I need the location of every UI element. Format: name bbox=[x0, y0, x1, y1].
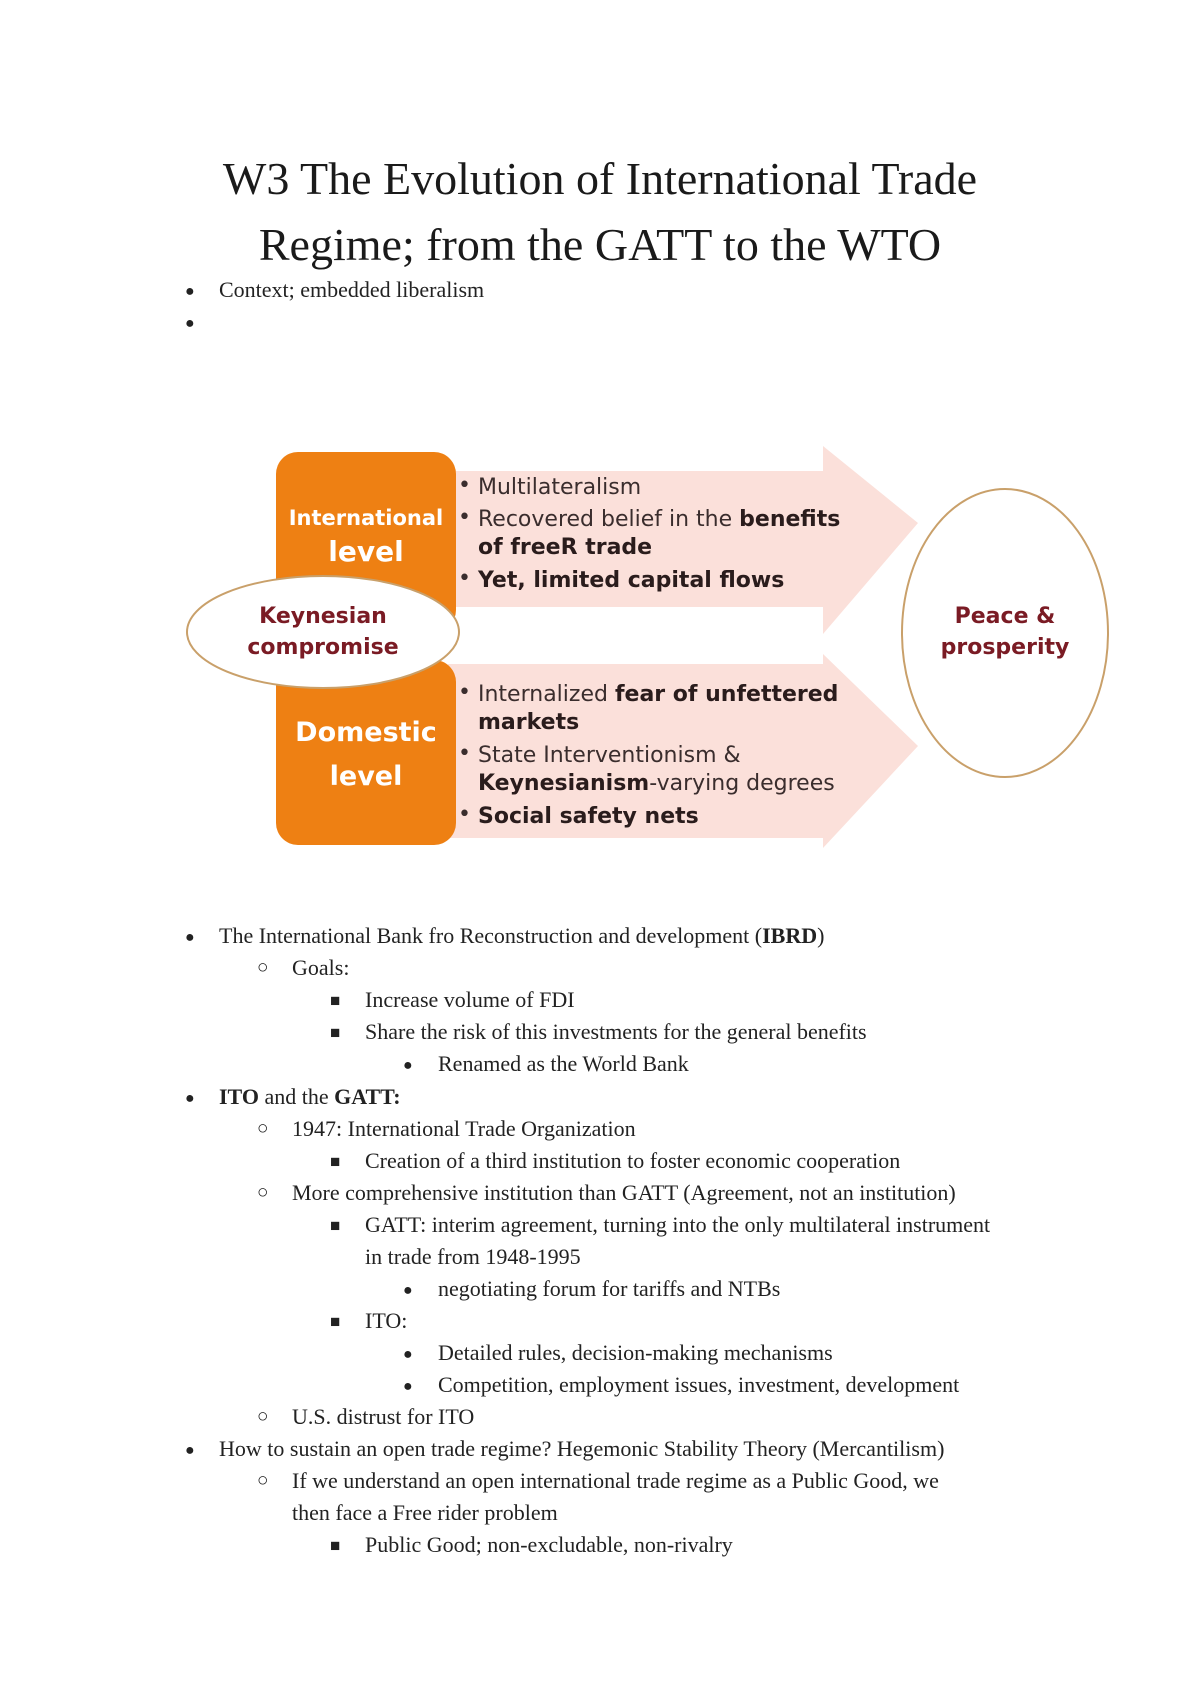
ito-label-item: ITO: bbox=[365, 1308, 408, 1333]
bullet-circle-icon: ○ bbox=[257, 957, 269, 978]
diagram-bullet-icon: • bbox=[458, 473, 471, 498]
embedded-liberalism-diagram bbox=[0, 440, 1200, 860]
bullet-square-icon: ■ bbox=[330, 1152, 341, 1171]
bullet-disc-icon: ● bbox=[185, 283, 195, 300]
diagram-bullet-icon: • bbox=[458, 802, 471, 827]
ito-acronym: ITO bbox=[219, 1084, 259, 1109]
title-line-1: W3 The Evolution of International Trade bbox=[222, 153, 978, 204]
bottom-item-fear bbox=[478, 680, 838, 709]
creation-item: Creation of a third institution to foster economic cooperation bbox=[365, 1148, 901, 1173]
keynesianism-text: Keynesianism bbox=[478, 771, 650, 796]
bullet-circle-icon: ○ bbox=[257, 1182, 269, 1203]
bullet-disc-icon: ● bbox=[403, 1282, 413, 1299]
international-label-line1: International bbox=[288, 506, 444, 530]
international-level-label bbox=[280, 504, 452, 572]
domestic-label-line1: Domestic bbox=[295, 717, 437, 748]
comprehensive-item: More comprehensive institution than GATT (Agreement, not an institution) bbox=[292, 1180, 956, 1205]
detailed-rules-item: Detailed rules, decision-making mechanisms bbox=[438, 1340, 833, 1365]
varying-text: -varying degrees bbox=[649, 771, 835, 796]
competition-item: Competition, employment issues, investment, development bbox=[438, 1372, 960, 1397]
bullet-disc-icon: ● bbox=[403, 1057, 413, 1074]
top-item-belief-cont bbox=[478, 533, 652, 562]
international-label-line2: level bbox=[328, 535, 404, 568]
goals-item: Goals: bbox=[292, 955, 350, 980]
top-item-multilateralism: Multilateralism bbox=[478, 475, 642, 500]
page-title bbox=[100, 146, 1100, 278]
ibrd-acronym: IBRD bbox=[762, 923, 818, 948]
goal-fdi-item: Increase volume of FDI bbox=[365, 987, 575, 1012]
bullet-square-icon: ■ bbox=[330, 1312, 341, 1331]
freer-trade-text: of freeR trade bbox=[478, 535, 653, 560]
peace-line2: prosperity bbox=[940, 635, 1070, 660]
domestic-level-label bbox=[280, 710, 452, 798]
public-good-definition: Public Good; non-excludable, non-rivalry bbox=[365, 1532, 733, 1557]
belief-text: Recovered belief in the bbox=[478, 507, 740, 532]
keynesian-line1: Keynesian bbox=[259, 604, 387, 629]
public-good-cont: then face a Free rider problem bbox=[292, 1500, 558, 1525]
bullet-circle-icon: ○ bbox=[257, 1118, 269, 1139]
fear-text: fear of unfettered bbox=[614, 682, 839, 707]
bottom-item-state: State Interventionism & bbox=[478, 743, 741, 768]
peace-prosperity-label bbox=[925, 601, 1085, 663]
diagram-bullet-icon: • bbox=[458, 680, 471, 705]
bottom-item-safety bbox=[478, 802, 699, 831]
peace-line1: Peace & bbox=[954, 604, 1056, 629]
ito-1947-item: 1947: International Trade Organization bbox=[292, 1116, 636, 1141]
bullet-circle-icon: ○ bbox=[257, 1406, 269, 1427]
bullet-square-icon: ■ bbox=[330, 991, 341, 1010]
ito-gatt-item bbox=[219, 1082, 401, 1112]
bullet-circle-icon: ○ bbox=[257, 1470, 269, 1491]
safety-nets-text: Social safety nets bbox=[478, 804, 699, 829]
capital-flows-text: Yet, limited capital flows bbox=[478, 568, 785, 593]
bullet-disc-icon: ● bbox=[185, 1442, 195, 1459]
ibrd-item bbox=[219, 921, 824, 951]
bullet-disc-icon: ● bbox=[403, 1378, 413, 1395]
us-distrust-item: U.S. distrust for ITO bbox=[292, 1404, 475, 1429]
bullet-disc-icon: ● bbox=[403, 1346, 413, 1363]
context-item: Context; embedded liberalism bbox=[219, 277, 485, 302]
ibrd-text: The International Bank fro Reconstruction and development ( bbox=[219, 923, 763, 948]
internalized-text: Internalized bbox=[478, 682, 615, 707]
bullet-square-icon: ■ bbox=[330, 1216, 341, 1235]
and-the-text: and the bbox=[258, 1084, 335, 1109]
negotiating-item: negotiating forum for tariffs and NTBs bbox=[438, 1276, 781, 1301]
gatt-interim-cont: in trade from 1948-1995 bbox=[365, 1244, 581, 1269]
goal-risk-item: Share the risk of this investments for the general benefits bbox=[365, 1019, 867, 1044]
bullet-disc-icon: ● bbox=[185, 315, 195, 332]
diagram-bullet-icon: • bbox=[458, 741, 471, 766]
top-item-capital bbox=[478, 566, 784, 595]
markets-text: markets bbox=[478, 710, 580, 735]
bottom-item-fear-cont bbox=[478, 708, 579, 737]
domestic-label-line2: level bbox=[329, 761, 403, 792]
title-line-2: Regime; from the GATT to the WTO bbox=[258, 219, 942, 270]
gatt-acronym: GATT: bbox=[334, 1084, 401, 1109]
bullet-disc-icon: ● bbox=[185, 1090, 195, 1107]
top-item-belief bbox=[478, 505, 840, 534]
benefits-text: benefits bbox=[739, 507, 841, 532]
keynesian-compromise-label bbox=[215, 601, 431, 663]
gatt-interim-item: GATT: interim agreement, turning into the only multilateral instrument bbox=[365, 1212, 991, 1237]
bullet-square-icon: ■ bbox=[330, 1023, 341, 1042]
bullet-square-icon: ■ bbox=[330, 1536, 341, 1555]
keynesian-line2: compromise bbox=[247, 635, 399, 660]
public-good-item: If we understand an open international trade regime as a Public Good, we bbox=[292, 1468, 939, 1493]
diagram-bullet-icon: • bbox=[458, 566, 471, 591]
hegemonic-item: How to sustain an open trade regime? Hegemonic Stability Theory (Mercantilism) bbox=[219, 1436, 945, 1461]
bullet-disc-icon: ● bbox=[185, 929, 195, 946]
ibrd-close: ) bbox=[817, 923, 825, 948]
world-bank-item: Renamed as the World Bank bbox=[438, 1051, 689, 1076]
bottom-item-state-cont bbox=[478, 769, 835, 798]
diagram-bullet-icon: • bbox=[458, 505, 471, 530]
